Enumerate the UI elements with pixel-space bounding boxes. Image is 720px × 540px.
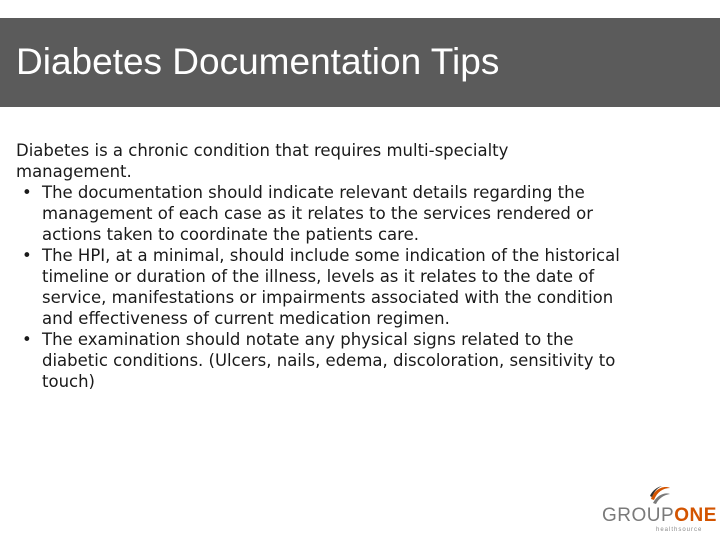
- company-logo: [602, 484, 717, 536]
- logo-word-group: GROUP: [602, 505, 675, 526]
- intro-text: Diabetes is a chronic condition that requires multi-specialty management.: [16, 141, 509, 181]
- bullet-item: [16, 329, 642, 392]
- bullet-marker: •: [22, 330, 32, 349]
- bullet-list: [16, 182, 656, 392]
- logo-wordmark: [602, 506, 717, 526]
- logo-subtitle: healthsource: [656, 527, 703, 533]
- slide-title: Diabetes Documentation Tips: [16, 41, 500, 82]
- bullet-text: The examination should notate any physical signs related to the diabetic conditions. (Ulcers, nails, edema, discoloration, sensitivity to touch): [42, 330, 616, 391]
- logo-word-one: ONE: [674, 505, 717, 526]
- bullet-marker: •: [22, 183, 32, 202]
- swoosh-logo-icon: [648, 484, 672, 506]
- bullet-item: [16, 182, 642, 245]
- bullet-marker: •: [22, 246, 32, 265]
- bullet-text: The HPI, at a minimal, should include some indication of the historical timeline or duration of the illness, levels as it relates to the date of service, manifestations or impairments associated with the condition and effectiveness of current medication regimen.: [42, 246, 620, 328]
- bullet-item: [16, 245, 642, 329]
- bullet-text: The documentation should indicate relevant details regarding the management of each case as it relates to the services rendered or actions taken to coordinate the patients care.: [42, 183, 594, 244]
- slide-body: [16, 140, 656, 392]
